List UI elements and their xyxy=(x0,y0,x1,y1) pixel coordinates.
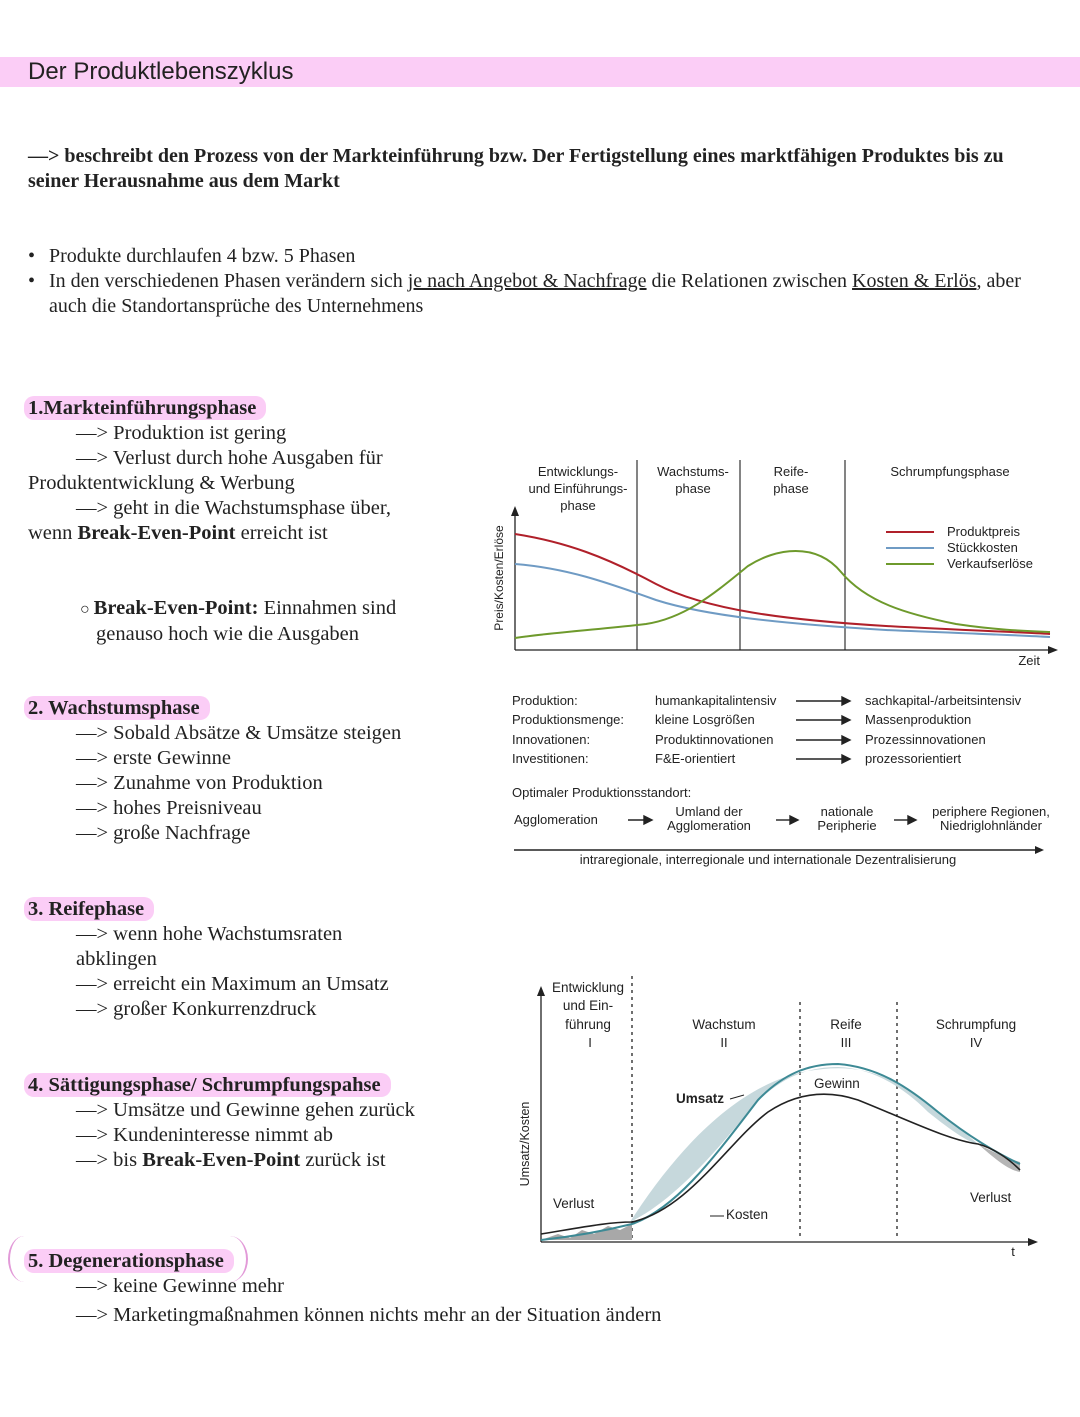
phase3-section xyxy=(24,897,464,1022)
table-to: sachkapital-/arbeitsintensiv xyxy=(865,693,1022,708)
table-label: Innovationen: xyxy=(512,732,591,747)
phase1-label: phase xyxy=(560,498,596,513)
standort-umland: Agglomeration xyxy=(667,818,751,833)
phase1-line: —> Verlust durch hohe Ausgaben für xyxy=(76,447,383,469)
table-from: Produktinnovationen xyxy=(655,732,774,747)
kosten-curve xyxy=(541,1094,1020,1234)
phase1-line: Produktentwicklung & Werbung xyxy=(28,472,295,494)
phase3-line: —> großer Konkurrenzdruck xyxy=(76,998,317,1020)
text: —> bis xyxy=(76,1149,143,1171)
x-axis-label: Zeit xyxy=(1018,653,1040,668)
bullet-list xyxy=(28,244,1038,319)
standort-umland: Umland der xyxy=(675,804,743,819)
phase2-heading: 2. Wachstumsphase xyxy=(24,696,210,720)
phase2-section xyxy=(24,696,464,846)
table-to: Prozessinnovationen xyxy=(865,732,986,747)
phase1-label: Entwicklungs- xyxy=(537,464,619,479)
fig2-y-axis-label: Umsatz/Kosten xyxy=(518,1101,532,1187)
phase4-heading: 4. Sättigungsphase/ Schrumpfungspahse xyxy=(24,1073,391,1097)
text: Einnahmen sind xyxy=(258,597,397,619)
phase2-line: —> erste Gewinne xyxy=(76,747,232,769)
phase2-line: —> Sobald Absätze & Umsätze steigen xyxy=(76,722,402,744)
verlust-label-left: Verlust xyxy=(553,1196,595,1211)
phase3-label: Reife- xyxy=(773,464,809,479)
fig2-x-axis-arrow-icon xyxy=(1028,1238,1038,1246)
bullet-item xyxy=(28,269,1038,319)
table-from: F&E-orientiert xyxy=(655,751,736,766)
underlined-text: je nach Angebot & Nachfrage xyxy=(407,270,647,292)
phase4-line: —> Umsätze und Gewinne gehen zurück xyxy=(76,1099,415,1121)
underlined-text: Kosten & Erlös xyxy=(852,270,977,292)
fig2-phase2-label: Wachstum xyxy=(692,1017,756,1032)
bold-term: Break-Even-Point xyxy=(77,522,236,544)
legend-verkaufserloese: Verkaufserlöse xyxy=(947,556,1033,571)
bullet-text: die Relationen zwischen xyxy=(646,270,853,292)
text: erreicht ist xyxy=(235,522,328,544)
fig2-y-axis-arrow-icon xyxy=(537,986,545,996)
phase1-line xyxy=(24,521,464,546)
table-to: Massenproduktion xyxy=(865,712,972,727)
y-axis-arrow-icon xyxy=(511,506,519,516)
phase1-section xyxy=(24,396,464,546)
standort-peripherie: nationale xyxy=(820,804,874,819)
table-from: kleine Losgrößen xyxy=(655,712,755,727)
fig2-phase1-label: Entwicklung xyxy=(551,980,625,995)
umsatz-curve xyxy=(541,1064,1020,1240)
gewinn-label: Gewinn xyxy=(814,1076,860,1091)
fig2-phase1-numeral: I xyxy=(588,1035,592,1050)
phase3-label: phase xyxy=(773,481,809,496)
bullet-text: In den verschiedenen Phasen verändern sich xyxy=(49,270,408,292)
bold-term: Break-Even-Point: xyxy=(93,597,259,619)
intro-text: —> beschreibt den Prozess von der Markteinführung bzw. Der Fertigstellung eines marktfähigen Produktes bis zu seiner Herausnahme aus dem Markt xyxy=(28,145,1004,192)
legend-produktpreis: Produktpreis xyxy=(947,524,1020,539)
phase2-line: —> große Nachfrage xyxy=(76,822,251,844)
phase1-line: —> Produktion ist gering xyxy=(76,422,287,444)
fig2-phase3-numeral: III xyxy=(840,1035,852,1050)
phase4-line: —> Kundeninteresse nimmt ab xyxy=(76,1124,333,1146)
verlust-area-right xyxy=(978,1144,1020,1172)
standort-peripherie: Peripherie xyxy=(817,818,877,833)
phase5-heading: 5. Degenerationsphase xyxy=(24,1249,234,1273)
bullet-item xyxy=(28,244,1038,269)
lifecycle-figure xyxy=(486,442,1066,882)
phase3-line: abklingen xyxy=(76,948,157,970)
fig2-phase2-numeral: II xyxy=(720,1035,728,1050)
phase2-label: phase xyxy=(675,481,711,496)
fig2-phase3-label: Reife xyxy=(830,1017,862,1032)
standort-periphere-regionen: Niedriglohnländer xyxy=(940,818,1042,833)
standort-agglomeration: Agglomeration xyxy=(514,812,598,827)
umsatz-leader-line xyxy=(730,1095,744,1099)
page-title: Der Produktlebenszyklus xyxy=(28,58,294,85)
fig2-phase1-label: und Ein- xyxy=(562,998,614,1013)
dezentral-arrow-icon xyxy=(1035,846,1044,854)
table-label: Produktionsmenge: xyxy=(512,712,625,727)
phase4-label: Schrumpfungsphase xyxy=(890,464,1010,479)
phase5-line: —> keine Gewinne mehr xyxy=(76,1275,284,1297)
table-from: humankapitalintensiv xyxy=(655,693,777,708)
standort-periphere-regionen: periphere Regionen, xyxy=(932,804,1050,819)
bullet-text: Produkte durchlaufen 4 bzw. 5 Phasen xyxy=(49,245,356,267)
phase3-heading: 3. Reifephase xyxy=(24,897,154,921)
table-label: Investitionen: xyxy=(512,751,589,766)
fig2-x-axis-label: t xyxy=(1011,1244,1015,1259)
phase1-heading: 1.Markteinführungsphase xyxy=(24,396,266,420)
phase5-line: —> Marketingmaßnahmen können nichts mehr an der Situation ändern xyxy=(76,1304,662,1326)
phase2-label: Wachstums- xyxy=(657,464,729,479)
x-axis-arrow-icon xyxy=(1048,646,1058,654)
phase3-line: —> erreicht ein Maximum an Umsatz xyxy=(76,973,389,995)
phase1-line: —> geht in die Wachstumsphase über, xyxy=(76,497,392,519)
table-arrows xyxy=(796,697,850,763)
legend-stueckkosten: Stückkosten xyxy=(947,540,1018,555)
fig2-phase4-label: Schrumpfung xyxy=(935,1017,1017,1032)
bold-term: Break-Even-Point xyxy=(142,1149,301,1171)
circle-bullet-icon: ○ xyxy=(80,601,94,618)
fig2-phase1-label: führung xyxy=(565,1017,611,1032)
umsatz-label: Umsatz xyxy=(676,1091,725,1106)
verlust-label-right: Verlust xyxy=(970,1190,1012,1205)
umsatz-kosten-figure xyxy=(508,972,1048,1262)
phase4-section xyxy=(24,1073,474,1173)
phase3-line: —> wenn hohe Wachstumsraten xyxy=(76,923,343,945)
table-to: prozessorientiert xyxy=(865,751,962,766)
text: zurück ist xyxy=(300,1149,386,1171)
table-label: Produktion: xyxy=(512,693,578,708)
phase4-line xyxy=(24,1148,474,1173)
text: wenn xyxy=(28,522,78,544)
fig2-phase4-numeral: IV xyxy=(969,1035,983,1050)
standort-title: Optimaler Produktionsstandort: xyxy=(512,785,692,800)
phase1-label: und Einführungs- xyxy=(528,481,628,496)
break-even-note xyxy=(80,596,480,647)
break-even-line: genauso hoch wie die Ausgaben xyxy=(96,623,360,645)
kosten-label: Kosten xyxy=(726,1207,769,1222)
phase2-line: —> hohes Preisniveau xyxy=(76,797,262,819)
bullet-text: , aber auch die Standortansprüche des Unternehmens xyxy=(49,270,1021,317)
dezentral-label: intraregionale, interregionale und internationale Dezentralisierung xyxy=(579,852,957,867)
phase2-line: —> Zunahme von Produktion xyxy=(76,772,323,794)
y-axis-label: Preis/Kosten/Erlöse xyxy=(492,525,506,631)
